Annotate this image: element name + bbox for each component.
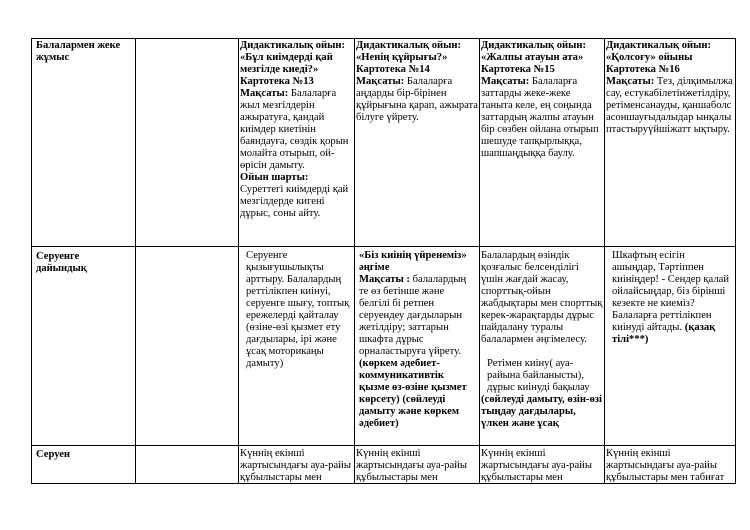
table-left-border — [31, 38, 32, 484]
row-label-walk: Серуен — [36, 449, 71, 460]
walk-text: Күннің екінші жартысындағы ауа-райы құбылыстары мен — [481, 448, 592, 482]
purpose-paragraph — [481, 76, 603, 160]
column-divider-5 — [604, 38, 605, 484]
cell-walk-3 — [481, 448, 603, 482]
column-divider-3 — [354, 38, 355, 484]
walk-prep-body: Шкафтың есігін ашыңдар, Тәртіппен киініңдер! - Сендер қалай ойлайсыңдар, біз бірінші кезекте не киеміз? Балаларға реттілікпен киінуді айтады. — [612, 250, 729, 333]
conversation-title: «Біз киінің үйренеміз» әңгіме — [359, 250, 467, 273]
table-right-border — [735, 38, 736, 484]
game-title: Дидактикалық ойын: «Қолсоғу» ойыны — [606, 40, 712, 63]
cell-game-16 — [606, 40, 734, 244]
purpose-text: Тез, ділқимылжасау, естукабілетінжетілдіру, ретіменсанауды, қаншаболсасоншауғыдалыдар ынқалыптастыруүйшіжатт ықтыру. — [606, 76, 733, 135]
activity-tags: (сөйлеуді дамыту, өзін-өзі тыңдау дағдылары, үлкен және ұсақ — [481, 394, 602, 429]
purpose-text: Балаларға заттарды жеке-жеке таныта келе, ең соңында заттардың жалпы атауын бір сөзбен ойлана отырып шешуде тапқырлыққа, шапшаңдыққа баулу. — [481, 76, 599, 159]
rules-text: Суреттегі киімдерді қай мезгілдерде кигені дұрыс, соны айту. — [240, 184, 349, 219]
purpose-label: Мақсаты: — [481, 76, 530, 87]
purpose-label: Мақсаты : — [359, 274, 410, 285]
rules-label: Ойын шарты: — [240, 172, 309, 183]
purpose-paragraph — [240, 88, 353, 172]
cell-walk-1 — [240, 448, 353, 482]
purpose-text: Балаларға аңдарды бір-бірінен құйрығына қарап, ажырата білуге үйрету. — [356, 76, 478, 123]
cell-walk-2 — [356, 448, 478, 482]
cell-walk-prep-2 — [359, 250, 477, 444]
card-number: Картотека №15 — [481, 64, 555, 75]
card-number: Картотека №14 — [356, 64, 430, 75]
activity-tags: (қазақ тілі***) — [612, 322, 716, 345]
purpose-paragraph — [359, 274, 477, 358]
game-title: Дидактикалық ойын: «Бұл киімдерді қай мезгілде киеді?» — [240, 40, 346, 75]
column-divider-4 — [479, 38, 480, 484]
walk-text: Күннің екінші жартысындағы ауа-райы құбылыстары мен — [240, 448, 351, 482]
walk-prep-text: Серуенге қызығушылықты арттыру. Балалардың реттілікпен киінуі, серуенге шығу, топтық ережелерді қайталау (өзіне-өзі қызмет ету дағдылары, ірі және ұсақ моторикаңы дамыту) — [246, 250, 350, 369]
dressing-text: Ретімен киіну( ауа-райына байланысты), дұрыс киінуді бақылау — [487, 358, 590, 393]
table-bottom-border — [31, 483, 736, 484]
purpose-label: Мақсаты: — [606, 76, 655, 87]
row-label-individual-work: Балалармен жеке жұмыс — [36, 40, 121, 63]
game-title: Дидактикалық ойын: «Жалпы атауын ата» — [481, 40, 587, 63]
walk-prep-text — [612, 250, 730, 346]
walk-text: Күннің екінші жартысындағы ауа-райы құбылыстары мен — [356, 448, 467, 482]
cell-walk-4 — [606, 448, 734, 482]
cell-walk-prep-1 — [246, 250, 350, 444]
cell-game-13 — [240, 40, 353, 244]
cell-game-14 — [356, 40, 478, 244]
row-divider-1 — [31, 246, 736, 247]
card-number: Картотека №16 — [606, 64, 680, 75]
cell-walk-prep-4 — [612, 250, 730, 444]
activity-tags: (көркем әдебиет-коммуникативтік қызме өз-өзіне қызмет көрсету) (сөйлеуді дамыту және көркем әдебиет) — [359, 358, 467, 429]
purpose-label: Мақсаты: — [240, 88, 289, 99]
column-divider-2 — [238, 38, 239, 484]
purpose-paragraph — [356, 76, 478, 124]
game-title: Дидактикалық ойын: «Ненің құйрығы?» — [356, 40, 462, 63]
walk-text: Күннің екінші жартысындағы ауа-райы құбылыстары мен табиғат — [606, 448, 725, 482]
purpose-text: балалардың те өз бетінше және белгілі бі ретпен серуендеу дағдыларын жетілдіру; заттарын шкафта дұрыс орналастыруға үйрету. — [359, 274, 467, 357]
row-label-walk-preparation: Серуенге дайындық — [36, 251, 87, 274]
column-divider-1 — [135, 38, 136, 484]
card-number: Картотека №13 — [240, 76, 314, 87]
purpose-text: Балаларға жыл мезгілдерін ажыратуға, қандай киімдер киетінін баяндауға, сөздік қорын молайта отырып, ой-өрісін дамыту. — [240, 88, 349, 171]
table-top-border — [31, 38, 736, 39]
row-divider-2 — [31, 445, 736, 446]
cell-game-15 — [481, 40, 603, 244]
cell-walk-prep-3 — [481, 250, 603, 444]
purpose-paragraph — [606, 76, 734, 136]
purpose-label: Мақсаты: — [356, 76, 405, 87]
walk-prep-text: Балалардың өзіндік қозғалыс белсенділігі үшін жағдай жасау, спорттық-ойын жабдықтары мен спорттық керек-жарақтарды дұрыс пайдалану туралы балалармен әңгімелесу. — [481, 250, 603, 345]
